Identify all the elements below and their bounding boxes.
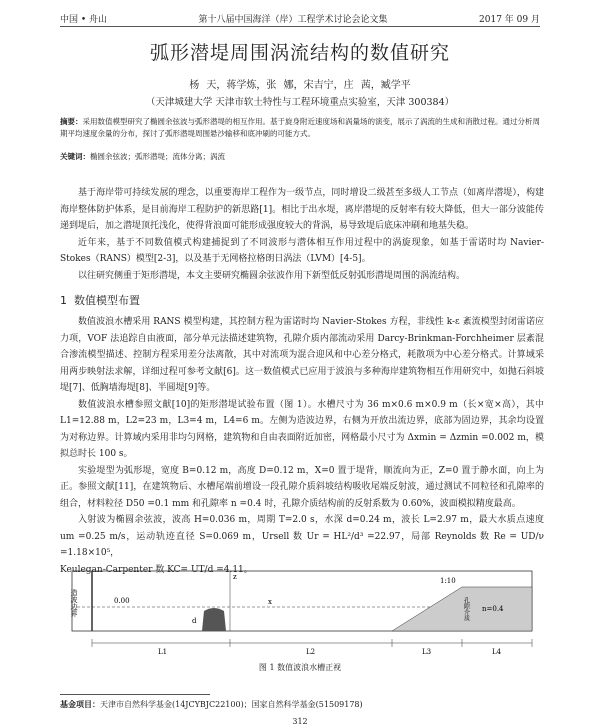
- model-paragraph: 数值波浪水槽采用 RANS 模型构建，其控制方程为雷诺时均 Navier-Stokes 方程，非线性 k-ε 紊流模型封闭雷诺应力项，VOF 法追踪自由液面，部分单元法描述建筑物，孔隙介质内部流动采用 Darcy-Brinkman-Forchheimer 层紊混合渗流模型描述、控制方程采用差分法离散，其中对流项为混合迎风和中心差分格式，耗散项为中心差分格式。计算域采用两步映射法求解，详细过程可参考文献[6]。这一数值模式已应用于波浪与多种海岸建筑物相互作用研究中，如抛石斜坡堤[7]、低胸墙海堤[8]、半圆堤[9]等。: [60, 317, 544, 393]
- porosity-label: n=0.4: [482, 605, 504, 613]
- arc-breakwater: [202, 608, 226, 631]
- model-paragraph: 入射波为椭圆余弦波，波高 H=0.036 m，周期 T=2.0 s，水深 d=0.24 m，波长 L=2.97 m，最大水质点速度 um =0.25 m/s，运动轨迹直径 S=0.069 m，Ursell 数 Ur = HL²/d³ =22.97，局部 Reynolds 数 Re = UD/ν =1.18×10⁵，: [60, 515, 544, 558]
- model-paragraph: 数值波浪水槽参照文献[10]的矩形潜堤试验布置（图 1）。水槽尺寸为 36 m×0.6 m×0.9 m（长×宽×高），其中 L1=12.88 m，L2=23 m，L3=4 m，L4=6 m。左侧为造波边界，右侧为开放出流边界，底部为固边界，其余均设置为对称边界。计算域内采用非均匀网格，建筑物和自由表面附近加密，网格最小尺寸为 Δxmin = Δzmin =0.002 m，模拟总时长 100 s。: [60, 399, 544, 459]
- slope-label: 1:10: [440, 577, 456, 585]
- intro-paragraph: 基于海岸带可持续发展的理念，以重要海岸工程作为一级节点，同时增设二级甚至多级人工节点（如离岸潜堤），构建海岸整体防护体系，是目前海岸工程防护的新思路[1]。相比于出水堤，离岸潜堤的反射率有较大降低，但大一部分波能传递到堤后，加之潜堤顶托浅化，使得背浪面可能形成强度较大的背涡，易导致堤后底床冲刷和地基失稳。: [60, 188, 544, 231]
- wave-flume-figure: [62, 567, 540, 659]
- keywords: [60, 151, 544, 162]
- z-axis-label: z: [233, 573, 237, 581]
- footnote: [60, 699, 363, 710]
- L4-label: L4: [492, 648, 502, 656]
- footnote-label: 基金项目：: [60, 699, 100, 709]
- header-center: 第十八届中国海洋（岸）工程学术讨论会论文集: [198, 15, 388, 25]
- L1-label: L1: [158, 648, 168, 656]
- model-body: [60, 314, 544, 578]
- running-header: [60, 12, 540, 25]
- intro-body: [60, 185, 544, 284]
- porous-label: 孔隙介质: [462, 597, 470, 621]
- page-number: 312: [292, 717, 308, 726]
- header-left: 中国 • 舟山: [60, 15, 108, 25]
- L2-label: L2: [306, 648, 316, 656]
- author-list: 杨 天，蒋学炼，张 娜，宋吉宁，庄 茜，臧学平: [189, 80, 411, 91]
- intro-paragraph: 以往研究侧重于矩形潜堤，本文主要研究椭圆余弦波作用下新型低反射弧形潜堤周围的涡流结构。: [78, 270, 466, 281]
- section-title: 数值模型布置: [74, 294, 140, 307]
- model-paragraph: 实验堤型为弧形堤，宽度 B=0.12 m，高度 D=0.12 m，X=0 置于堤背，顺流向为正，Z=0 置于静水面，向上为正。参照文献[11]，在建筑物后、水槽尾端前增设一段孔隙介质斜坡结构吸收尾端反射波，通过测试不同粒径和孔隙率的组合，材料粒径 D50 =0.1 mm 和孔隙率 n =0.4 时，孔隙介质结构前的反射系数为 0.60%，波面模拟精度最高。: [60, 465, 544, 509]
- keywords-text: 椭圆余弦波；弧形潜堤；流体分离；涡流: [90, 152, 225, 161]
- depth-label: d: [192, 617, 197, 625]
- keywords-label: 关键词：: [60, 152, 90, 161]
- footnote-text: 天津市自然科学基金(14JCYBJC22100)；国家自然科学基金(51509178): [100, 700, 363, 709]
- L3-label: L3: [422, 648, 432, 656]
- header-rule: [60, 26, 540, 27]
- footnote-rule: [60, 694, 210, 695]
- section-number: 1: [60, 294, 67, 307]
- abstract-label: 摘要：: [60, 117, 83, 126]
- figure-caption: 图 1 数值波浪水槽正视: [258, 663, 342, 672]
- wavemaker-label: 造波边界: [70, 589, 78, 617]
- affiliation: （天津城建大学 天津市软土特性与工程环境重点实验室，天津 300384）: [145, 97, 455, 108]
- section-heading: [60, 292, 140, 308]
- paper-title: 弧形潜堤周围涡流结构的数值研究: [149, 42, 450, 64]
- abstract: [60, 116, 544, 140]
- water-level-label: 0.00: [114, 597, 130, 605]
- intro-paragraph: 近年来，基于不同数值模式构建捕捉到了不同波形与潜体相互作用过程中的涡旋现象，如基于雷诺时均 Navier-Stokes（RANS）模型[2-3]，以及基于无网格拉格朗日涡法（LVM）[4-5]。: [60, 237, 544, 264]
- abstract-text: 采用数值模型研究了椭圆余弦波与弧形潜堤的相互作用。基于旋身附近速度场和涡量场的演变，展示了涡流的生成和消散过程。通过分析周期平均速度余量的分布，探讨了弧形潜堤周围悬沙输移和底冲刷的可能方式。: [60, 117, 540, 138]
- x-axis-label: x: [268, 598, 272, 606]
- model-paragraph: Keulegan-Carpenter 数 KC= UT/d =4.11。: [60, 564, 253, 575]
- header-right: 2017 年 09 月: [479, 15, 540, 25]
